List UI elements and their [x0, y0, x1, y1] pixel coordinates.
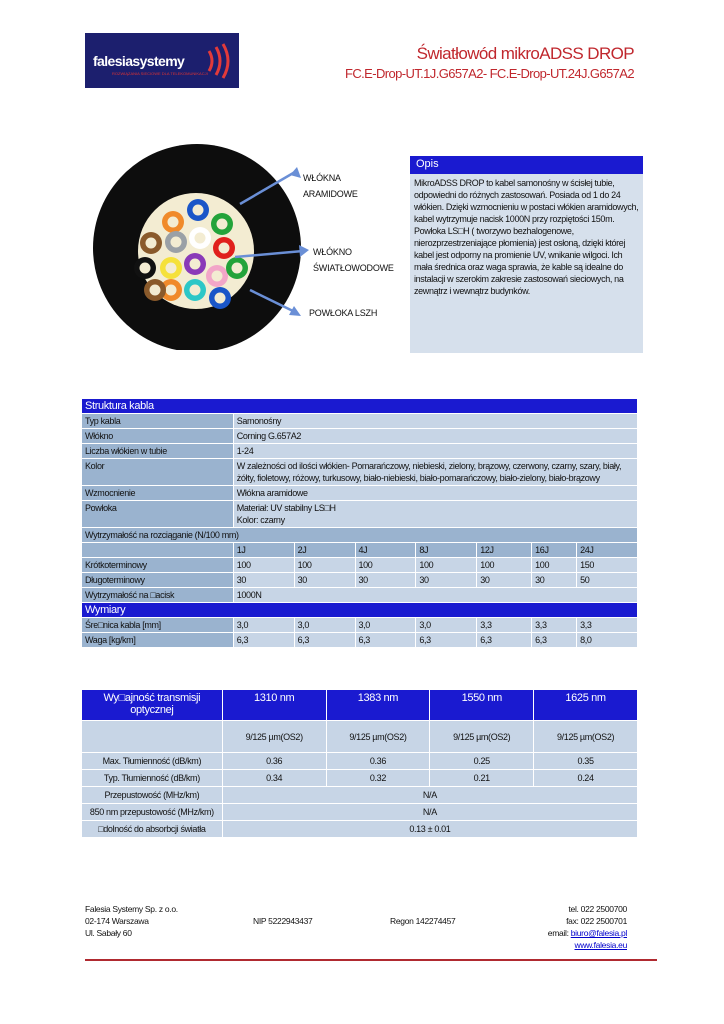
table-row: Śre□nica kabla [mm] 3,0 3,0 3,0 3,0 3,3 3,3 3,3	[82, 618, 638, 633]
table-row: Max. Tłumienność (dB/km) 0.36 0.36 0.25 0.35	[82, 753, 638, 770]
fiber-core-9	[166, 263, 177, 274]
fiber-core-4	[146, 238, 157, 249]
table-row: Powłoka Materiał: UV stabilny LS□H Kolor: czarny	[82, 501, 638, 528]
website-link[interactable]: www.falesia.eu	[574, 940, 627, 950]
table-row: Kolor W zależności od ilości włókien- Pomarańczowy, niebieski, zielony, brązowy, czerwony, czarny, szary, biały, żółty, fioletowy, różowy, turkusowy, biało-niebieski, biało-pomarańczowy, biało-zielony, biało-brązowy	[82, 459, 638, 486]
fiber-core-7	[219, 243, 230, 254]
table-row: Typ. Tłumienność (dB/km) 0.34 0.32 0.21 0.24	[82, 770, 638, 787]
callout-jacket: POWŁOKA LSZH	[309, 308, 378, 318]
table-row: 9/125 µm(OS2) 9/125 µm(OS2) 9/125 µm(OS2) 9/125 µm(OS2)	[82, 721, 638, 753]
fiber-core-14	[215, 293, 226, 304]
fiber-core-1	[168, 217, 179, 228]
description-box	[410, 156, 643, 353]
fiber-core-6	[195, 233, 206, 244]
fiber-core-15	[232, 263, 243, 274]
table-row: Waga [kg/km] 6,3 6,3 6,3 6,3 6,3 6,3 8,0	[82, 633, 638, 648]
fiber-count-row: 1J 2J 4J 8J 12J 16J 24J	[82, 543, 638, 558]
table-row: Wytrzymałość na □acisk 1000N	[82, 588, 638, 603]
fiber-core-11	[212, 271, 223, 282]
table-row: Liczba włókien w tubie 1-24	[82, 444, 638, 459]
callout-aramid: WŁÓKNA ARAMIDOWE	[303, 173, 358, 199]
fiber-core-3	[217, 219, 228, 230]
table-row: Krótkoterminowy 100 100 100 100 100 100 150	[82, 558, 638, 573]
table-row: 850 nm przepustowość (MHz/km) N/A	[82, 804, 638, 821]
structure-heading: Struktura kabla	[82, 399, 638, 414]
description-text: MikroADSS DROP to kabel samonośny w ścisłej tubie, odpowiedni do różnych zastosowań. Posiada od 1 do 24 włókien. Dzięki wzmocnieniu w postaci włókien aramidowych, kabel wytrzymuje nacisk 1000N przy rozpiętości 150m. Powłoka LS□H ( tworzywo bezhalogenowe, nierozprzestrzeniające płomienia) jest osłoną, dzięki której kabel jest odporny na promienie UV, wnikanie wilgoci. Ich mała średnica oraz waga sprawia, że kable są idealne do instalacji w szerokim zakresie zastosowań sieciowych, na zewnątrz i wewnątrz budynków.	[414, 178, 639, 296]
fiber-core-12	[190, 285, 201, 296]
optical-heading: Wy□ajność transmisji optycznej	[82, 690, 223, 721]
footer-nip: NIP 5222943437	[253, 916, 313, 926]
logo-tagline: ROZWIĄZANIA SIECIOWE DLA TELEKOMUNIKACJI	[112, 71, 208, 76]
company-logo	[85, 33, 239, 88]
fiber-core-13	[166, 285, 177, 296]
table-row: Typ kabla Samonośny	[82, 414, 638, 429]
fiber-core-5	[171, 237, 182, 248]
page-title: Światłowód mikroADSS DROP	[416, 44, 634, 63]
product-codes: FC.E-Drop-UT.1J.G657A2- FC.E-Drop-UT.24J.G657A2	[345, 66, 634, 81]
dimensions-heading: Wymiary	[82, 603, 638, 618]
fiber-core-16	[150, 285, 161, 296]
table-row: Długoterminowy 30 30 30 30 30 30 50	[82, 573, 638, 588]
table-row: Przepustowość (MHz/km) N/A	[82, 787, 638, 804]
footer-regon: Regon 142274457	[390, 916, 456, 926]
fiber-core-2	[193, 205, 204, 216]
table-row: □dolność do absorbcji światła 0.13 ± 0.01	[82, 821, 638, 838]
description-heading: Opis	[410, 156, 643, 174]
email-link[interactable]: biuro@falesia.pl	[570, 928, 627, 938]
signal-waves-icon	[205, 43, 235, 79]
logo-text: falesiasystemy	[93, 53, 185, 69]
footer-address: Falesia Systemy Sp. z o.o. 02-174 Warszawa Ul. Sabały 60	[85, 904, 178, 938]
fiber-core-8	[140, 263, 151, 274]
cable-cross-section	[85, 140, 410, 350]
fiber-core-10	[190, 259, 201, 270]
footer-contact: tel. 022 2500700 fax: 022 2500701 email: biuro@falesia.pl www.falesia.eu	[547, 904, 627, 950]
table-row: Wytrzymałość na rozciąganie (N/100 mm)	[82, 528, 638, 543]
table-row: Wzmocnienie Włókna aramidowe	[82, 486, 638, 501]
optical-table: Wy□ajność transmisji optycznej 1310 nm 1383 nm 1550 nm 1625 nm 9/125 µm(OS2) 9/125 µm(OS2) 9/125 µm(OS2) 9/125 µm(OS2) Max. Tłumienność (dB/km) 0.36 0.36 0.25 0.35 Typ. Tłumienność (dB/km) 0.34 0.32 0.21 0.24 Przepustowość (MHz/km) N/A 850 nm przepustowość (MHz/km) N/A □dolność do absorbcji światła 0.13 ± 0.01	[81, 689, 638, 838]
callout-fiber: WŁÓKNO ŚWIATŁOWODOWE	[313, 247, 394, 273]
table-row: Włókno Corning G.657A2	[82, 429, 638, 444]
structure-table	[81, 398, 638, 648]
footer-divider	[85, 959, 657, 961]
